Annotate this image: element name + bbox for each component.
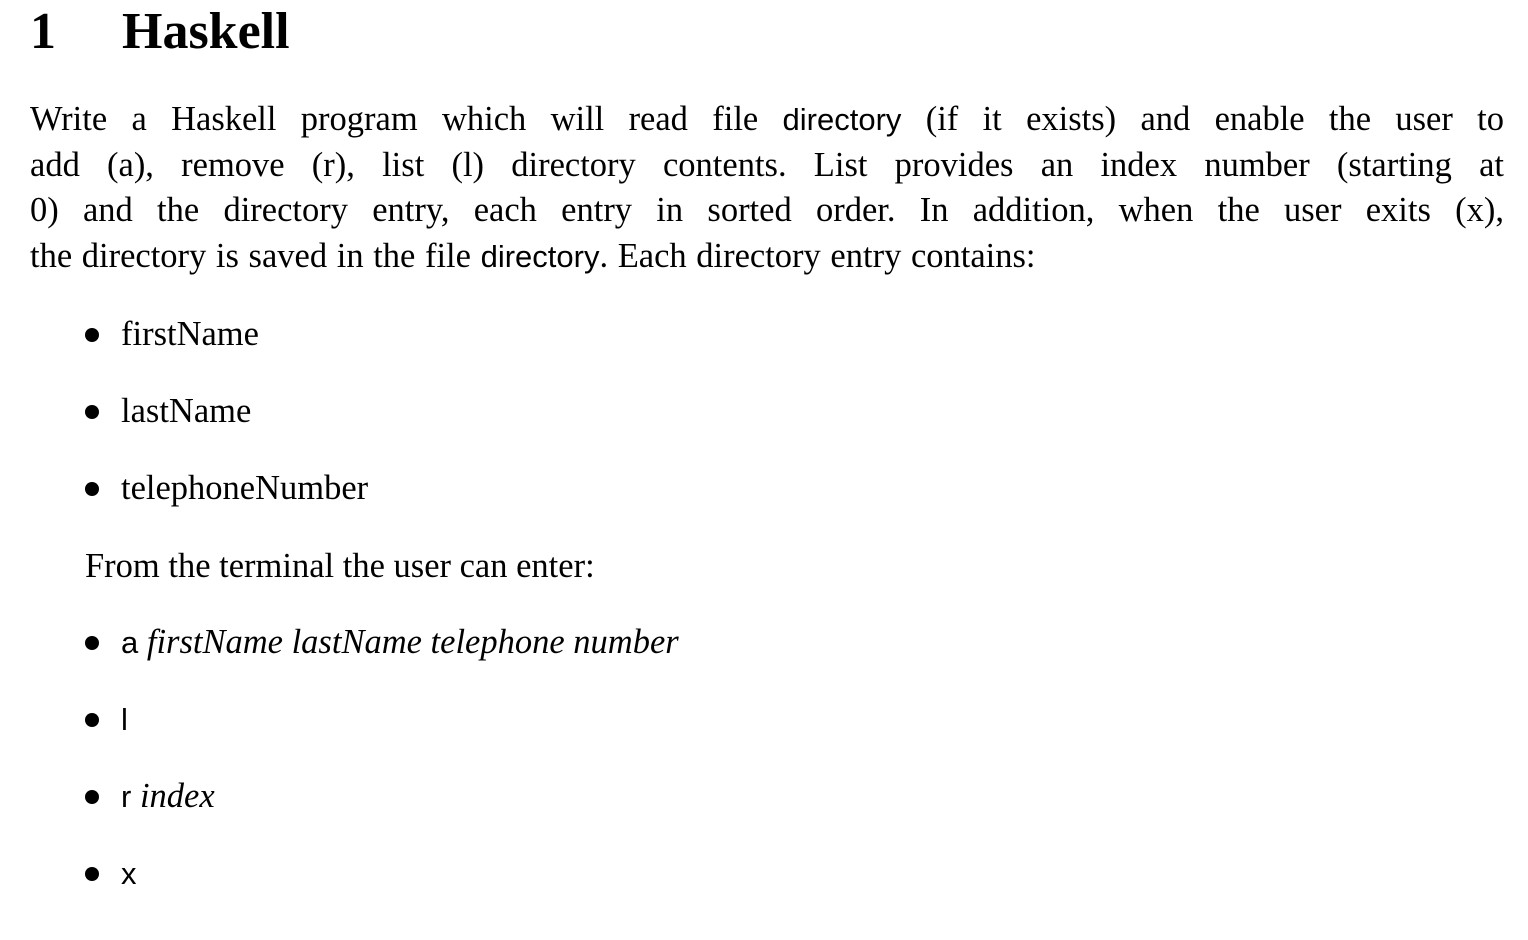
intro-paragraph <box>30 97 1504 279</box>
file-name-directory: directory <box>480 238 600 274</box>
command-text <box>121 696 128 743</box>
intro-line: 0) and the directory entry, each entry in sorted order. In addition, when the user exits (x), <box>30 191 1504 229</box>
bullet-icon <box>85 636 99 650</box>
intro-text: the directory is saved in the file <box>30 236 471 275</box>
intro-line <box>30 234 1504 280</box>
intro-text: (if it exists) and enable the user to <box>925 100 1504 138</box>
bullet-icon <box>85 328 99 342</box>
intro-line <box>30 97 1504 143</box>
entry-field-label: lastName <box>121 392 252 430</box>
intro-line: add (a), remove (r), list (l) directory contents. List provides an index number (starting at <box>30 145 1504 184</box>
bullet-icon <box>85 482 99 496</box>
terminal-intro-text: From the terminal the user can enter: <box>85 547 595 585</box>
section-title: Haskell <box>122 3 290 60</box>
command-args: firstName lastName telephone number <box>146 623 679 661</box>
intro-text: . Each directory entry contains: <box>599 236 1036 275</box>
command-text <box>121 850 137 897</box>
bullet-icon <box>85 405 99 419</box>
entry-field-label: telephoneNumber <box>121 469 369 507</box>
bullet-icon <box>85 713 99 727</box>
entry-field-label: firstName <box>121 315 259 353</box>
command-text <box>121 619 679 666</box>
command-text <box>121 773 215 820</box>
command-code: r <box>121 779 132 814</box>
file-name-directory: directory <box>782 102 902 137</box>
command-code: l <box>121 702 128 737</box>
intro-text: Write a Haskell program which will read file <box>30 100 759 138</box>
bullet-icon <box>85 790 99 804</box>
command-code: x <box>121 856 137 891</box>
command-args: index <box>139 777 215 815</box>
bullet-icon <box>85 867 99 881</box>
command-code: a <box>121 625 139 660</box>
section-number: 1 <box>30 3 56 60</box>
